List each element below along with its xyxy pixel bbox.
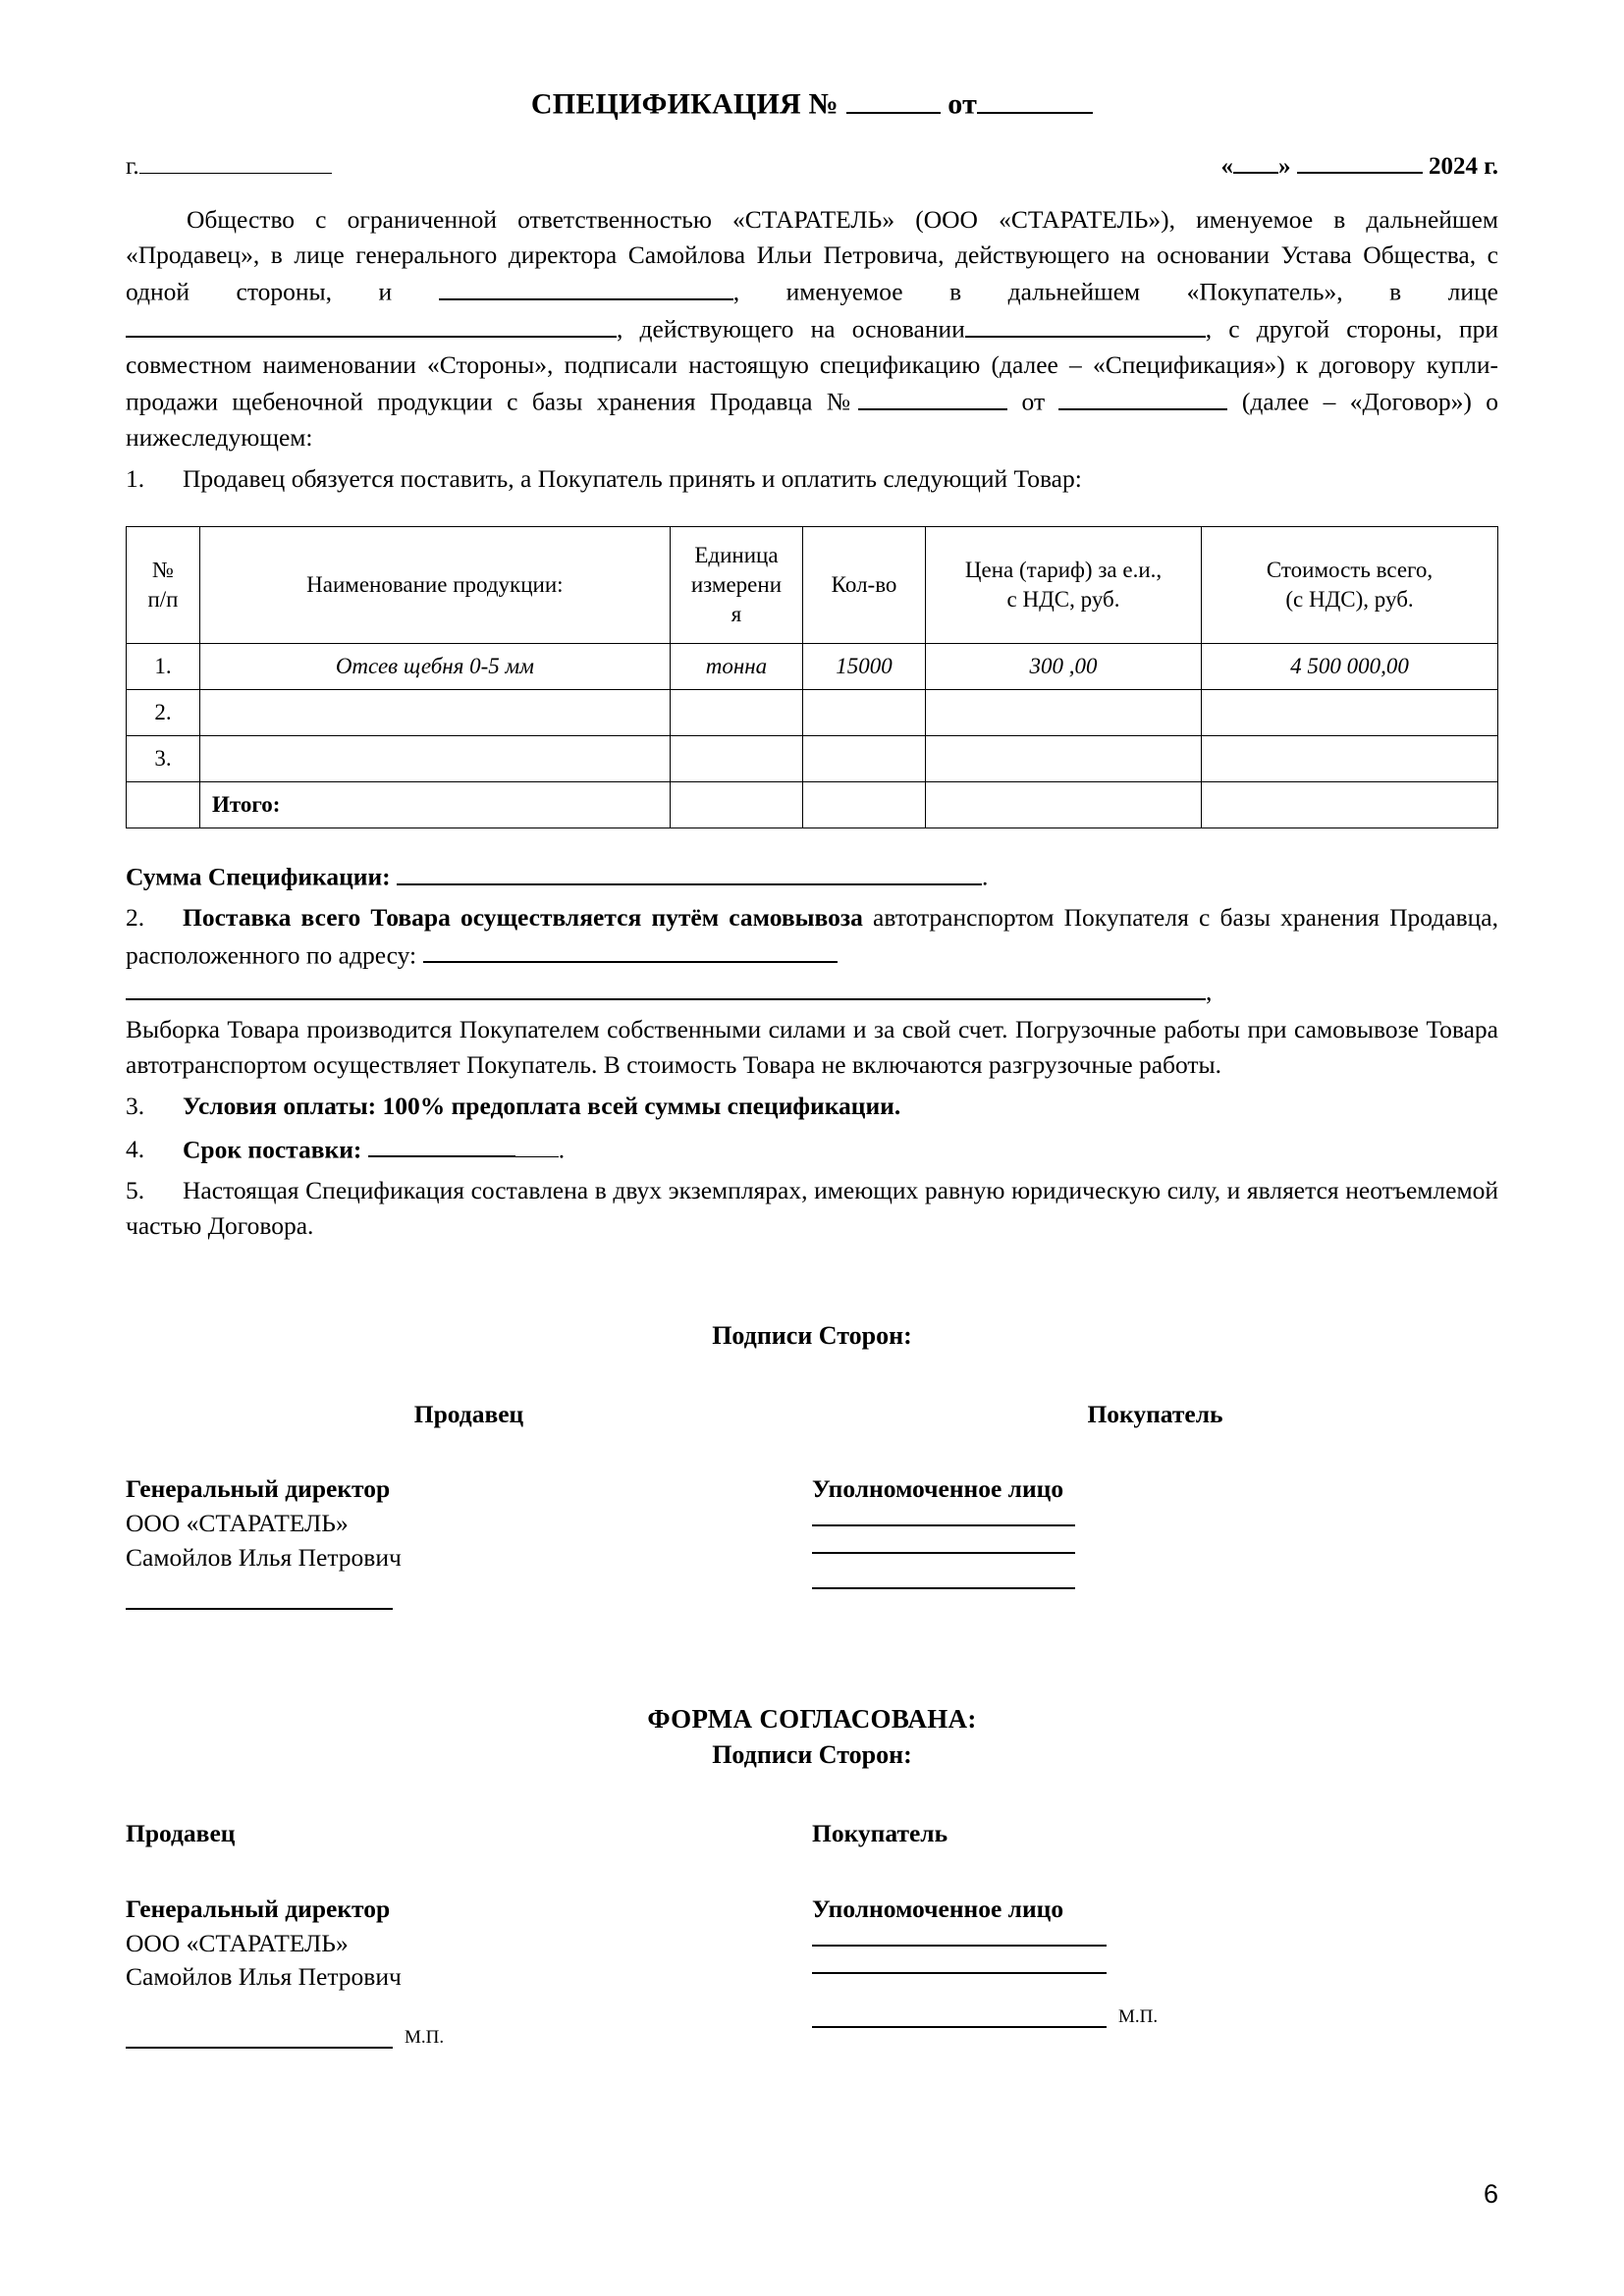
clause-4-number: 4. (126, 1135, 145, 1164)
date-quote-open: « (1220, 153, 1233, 180)
cell-name[interactable]: Отсев щебня 0-5 мм (199, 644, 670, 690)
page-title (126, 80, 1498, 122)
cell-sum[interactable] (1202, 690, 1498, 736)
cell-total-label: Итого: (199, 782, 670, 828)
approval-seller-party-label: Продавец (126, 1819, 236, 1848)
clause-1 (126, 461, 1498, 497)
buyer-name-blank (439, 273, 733, 300)
column-header-price-line2: с НДС, руб. (1006, 587, 1120, 613)
signatures-heading-secondary: Подписи Сторон: (712, 1740, 912, 1770)
approval-buyer-role-label: Уполномоченное лицо (812, 1895, 1064, 1923)
cell-sum[interactable]: 4 500 000,00 (1202, 644, 1498, 690)
column-header-price (926, 527, 1202, 644)
clause-5-text: Настоящая Спецификация составлена в двух экземплярах, имеющих равную юридическую силу, и является неотъемлемой частью Договора. (126, 1176, 1498, 1241)
column-header-unit-line1: Единица (694, 542, 779, 567)
table-row (127, 644, 1498, 690)
table-head (127, 527, 1498, 644)
column-header-sum-line1: Стоимость всего, (1266, 557, 1434, 582)
clause-2-tail: , (1206, 977, 1213, 1006)
column-header-price-line1: Цена (тариф) за е.и., (964, 557, 1163, 582)
buyer-signature-line[interactable] (812, 1587, 1075, 1589)
table-row (127, 736, 1498, 782)
delivery-term-blank-2 (515, 1132, 559, 1158)
cell-sum[interactable] (1202, 736, 1498, 782)
city-field (126, 148, 332, 181)
cell-total-no (127, 782, 200, 828)
preamble-part-4: , с другой стороны, при совместном наименовании «Стороны», подписали настоящую спецификацию (далее – «Спецификация») к договору купли-продажи щебеночной продукции с базы хранения Продавца № (126, 314, 1498, 416)
title-date-blank (977, 80, 1093, 114)
cell-price[interactable]: 300 ,00 (926, 644, 1202, 690)
address-blank-1 (423, 936, 718, 964)
specification-sum-line (126, 858, 1498, 894)
contract-date-blank (1058, 383, 1227, 410)
approval-col-seller (126, 1817, 812, 2049)
clause-5-number: 5. (126, 1176, 145, 1205)
delivery-term-blank (368, 1131, 515, 1158)
cell-price[interactable] (926, 736, 1202, 782)
approval-seller-signature-row (126, 2028, 812, 2049)
title-number-blank (846, 80, 941, 114)
column-header-unit (670, 527, 802, 644)
cell-qty[interactable]: 15000 (803, 644, 926, 690)
approval-seller-person-label: Самойлов Илья Петрович (126, 1962, 402, 1992)
column-header-sum-line2: (с НДС), руб. (1285, 587, 1414, 613)
approval-buyer-signature-line[interactable] (812, 2026, 1107, 2028)
clause-4-text: Срок поставки: (183, 1135, 362, 1164)
cell-no: 3. (127, 736, 200, 782)
approval-col-buyer (812, 1817, 1498, 2049)
buyer-basis-blank (965, 310, 1206, 338)
clause-1-number: 1. (126, 463, 145, 493)
title-text: СПЕЦИФИКАЦИЯ № (530, 87, 846, 121)
clause-4 (126, 1131, 1498, 1168)
title-text-from: от (940, 87, 978, 121)
buyer-role-label: Уполномоченное лицо (812, 1474, 1064, 1504)
preamble-part-2: , именуемое в дальнейшем «Покупатель», в лице (732, 277, 1498, 306)
form-approved-heading: ФОРМА СОГЛАСОВАНА: (647, 1704, 977, 1735)
specification-sum-label: Сумма Спецификации: (126, 862, 391, 891)
clause-5 (126, 1173, 1498, 1244)
preamble-paragraph (126, 202, 1498, 455)
seller-role-label: Генеральный директор (126, 1474, 391, 1504)
cell-unit[interactable]: тонна (670, 644, 802, 690)
buyer-rep-blank (126, 310, 617, 338)
column-header-unit-line3: я (731, 602, 742, 627)
approval-buyer-party-label: Покупатель (812, 1819, 948, 1848)
table-total-row (127, 782, 1498, 828)
column-header-qty: Кол-во (803, 527, 926, 644)
cell-total-unit[interactable] (670, 782, 802, 828)
page-number: 6 (1483, 2179, 1498, 2209)
approval-buyer-stamp-label: М.П. (1118, 2005, 1159, 2027)
clause-2-bold-text: Поставка всего Товара осуществляется путём самовывоза (183, 903, 863, 933)
signature-row-approval (126, 1817, 1498, 2049)
clause-1-text: Продавец обязуется поставить, а Покупатель принять и оплатить следующий Товар: (183, 463, 1082, 493)
date-year: 2024 г. (1422, 153, 1498, 180)
contract-number-blank (858, 383, 1007, 410)
city-label: г. (126, 153, 139, 180)
signatures-heading: Подписи Сторон: (712, 1320, 912, 1350)
goods-table (126, 526, 1498, 828)
cell-no: 1. (127, 644, 200, 690)
clause-3-number: 3. (126, 1092, 145, 1121)
date-day-blank (1233, 147, 1278, 174)
signature-row-primary (126, 1398, 1498, 1611)
column-header-no-line2: п/п (147, 587, 179, 613)
specification-sum-tail: . (982, 862, 989, 891)
cell-unit[interactable] (670, 736, 802, 782)
specification-sum-blank (397, 858, 982, 885)
buyer-party-label: Покупатель (1087, 1399, 1223, 1428)
preamble-part-3: , действующего на основании (617, 314, 965, 344)
clause-3-text: Условия оплаты: 100% предоплата всей суммы спецификации. (183, 1092, 901, 1121)
clause-2 (126, 900, 1498, 1010)
approval-seller-org-label: ООО «СТАРАТЕЛЬ» (126, 1928, 349, 1957)
column-header-unit-line2: измерени (690, 571, 783, 597)
date-quote-close: » (1277, 153, 1291, 180)
cell-no: 2. (127, 690, 200, 736)
signature-col-seller (126, 1398, 812, 1611)
cell-total-qty[interactable] (803, 782, 926, 828)
clause-3 (126, 1089, 1498, 1124)
preamble-part-5: от (1007, 387, 1059, 416)
approval-seller-signature-line[interactable] (126, 2047, 393, 2049)
cell-name[interactable] (199, 736, 670, 782)
table-row (127, 690, 1498, 736)
column-header-no-line1: № (151, 557, 174, 582)
preamble-part-6: (далее – «Договор») о нижеследующем: (126, 387, 1498, 452)
clause-2-text: автотранспортом Покупателя с базы хранения Продавца, расположенного по адресу: (126, 903, 1498, 970)
column-header-name: Наименование продукции: (199, 527, 670, 644)
address-blank-2 (718, 936, 838, 964)
clause-4-tail: . (558, 1135, 566, 1164)
address-blank-3 (126, 973, 1206, 1000)
city-date-row (126, 147, 1498, 181)
preamble-part-1: Общество с ограниченной ответственностью «СТАРАТЕЛЬ» (ООО «СТАРАТЕЛЬ»), именуемое в дальнейшем «Продавец», в лице генерального директора Самойлова Ильи Петровича, действующего на основании Устава Общества, с одной стороны, и (126, 205, 1498, 306)
column-header-sum (1202, 527, 1498, 644)
city-blank (139, 148, 332, 174)
signature-col-buyer (812, 1398, 1498, 1611)
cell-name[interactable] (199, 690, 670, 736)
date-field (1220, 147, 1498, 181)
cell-price[interactable] (926, 690, 1202, 736)
cell-qty[interactable] (803, 736, 926, 782)
seller-person-label: Самойлов Илья Петрович (126, 1542, 402, 1572)
seller-party-label: Продавец (413, 1399, 524, 1428)
seller-signature-line[interactable] (126, 1608, 393, 1610)
cell-total-price[interactable] (926, 782, 1202, 828)
cell-qty[interactable] (803, 690, 926, 736)
cell-total-sum[interactable] (1202, 782, 1498, 828)
approval-seller-role-label: Генеральный директор (126, 1895, 391, 1923)
table-header-row (127, 527, 1498, 644)
approval-seller-stamp-label: М.П. (405, 2027, 445, 2049)
cell-unit[interactable] (670, 690, 802, 736)
clause-2-number: 2. (126, 903, 145, 933)
clause-2-paragraph: Выборка Товара производится Покупателем собственными силами и за свой счет. Погрузочные работы при самовывозе Товара автотранспортом осуществляет Покупатель. В стоимость Товара не включаются разгрузочные работы. (126, 1014, 1498, 1080)
table-body (127, 644, 1498, 828)
approval-buyer-signature-row (812, 2007, 1498, 2028)
column-header-no (127, 527, 200, 644)
seller-org-label: ООО «СТАРАТЕЛЬ» (126, 1508, 349, 1537)
date-month-blank (1297, 147, 1423, 174)
